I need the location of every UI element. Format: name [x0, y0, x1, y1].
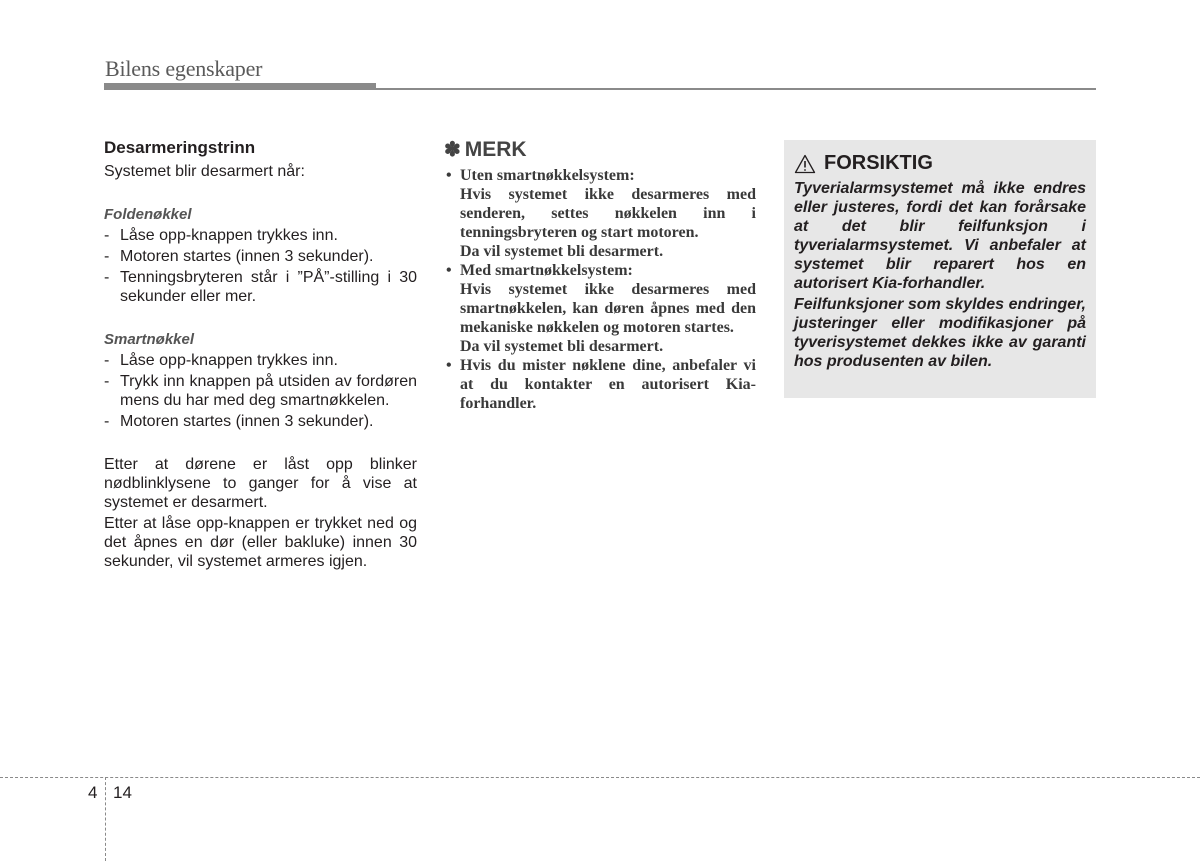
caution-paragraph: Tyverialarmsystemet må ikke endres eller justeres, fordi det kan forårsake at det blir feilfunksjon i tyverialarmsystemet. Vi anbefaler at systemet blir reparert hos en autorisert Kia-forhandler.: [794, 180, 1086, 292]
note-column: [444, 137, 756, 413]
list-item: - Låse opp-knappen trykkes inn.: [104, 351, 417, 370]
chapter-number: 4: [88, 783, 98, 802]
section-title-foldekey: Foldenøkkel: [104, 206, 192, 223]
header-rule: [104, 88, 1096, 90]
note-item-body: • Hvis du mister nøklene dine, anbefaler vi at du kontakter en autorisert Kia-forhandler.: [460, 357, 756, 412]
paragraph-hazard-blink: Etter at dørene er låst opp blinker nødblinklysene to ganger for å vise at systemet er desarmert.: [104, 456, 417, 511]
note-item-body: Hvis systemet ikke desarmeres med senderen, settes nøkkelen inn i tenningsbryteren og start motoren.: [460, 186, 756, 241]
page-number: 14: [113, 783, 132, 802]
caution-heading: [794, 152, 1086, 175]
left-column: [104, 138, 417, 573]
footer-divider: [105, 777, 106, 861]
disarm-heading: Desarmeringstrinn: [104, 138, 256, 157]
list-item: - Motoren startes (innen 3 sekunder).: [104, 247, 417, 266]
note-item: [444, 356, 756, 413]
note-list: [444, 166, 756, 413]
section-title: Bilens egenskaper: [105, 56, 263, 81]
section-title-smartkey: Smartnøkkel: [104, 331, 195, 348]
disarm-intro: Systemet blir desarmert når:: [104, 163, 305, 180]
list-item: - Tenningsbryteren står i ”PÅ”-stilling i 30 sekunder eller mer.: [104, 268, 417, 306]
note-item-tail: Da vil systemet bli desarmert.: [460, 338, 664, 355]
asterisk-icon: ✽: [444, 139, 461, 161]
note-item-lead: • Med smartnøkkelsystem:: [460, 262, 633, 279]
note-item: [444, 166, 756, 261]
note-item-body: Hvis systemet ikke desarmeres med smartnøkkelen, kan døren åpnes med den mekaniske nøkkelen og motoren startes.: [460, 281, 756, 336]
foldekey-list: [104, 226, 417, 306]
note-item: [444, 261, 756, 356]
list-item: - Låse opp-knappen trykkes inn.: [104, 226, 417, 245]
footer-rule: [0, 777, 1200, 778]
smartkey-list: [104, 351, 417, 431]
note-heading: [444, 137, 756, 162]
note-item-lead: • Uten smartnøkkelsystem:: [460, 167, 635, 184]
caution-paragraph: Feilfunksjoner som skyldes endringer, justeringer eller modifikasjoner på tyverisystemet dekkes ikke av garanti hos produsenten av bilen.: [794, 296, 1086, 370]
list-item: - Motoren startes (innen 3 sekunder).: [104, 412, 417, 431]
caution-box: [784, 140, 1096, 398]
caution-title: FORSIKTIG: [824, 152, 933, 174]
list-item: - Trykk inn knappen på utsiden av fordøren mens du har med deg smartnøkkelen.: [104, 372, 417, 410]
note-item-tail: Da vil systemet bli desarmert.: [460, 243, 664, 260]
note-title: MERK: [464, 137, 527, 161]
warning-triangle-icon: [794, 154, 816, 174]
paragraph-rearm: Etter at låse opp-knappen er trykket ned og det åpnes en dør (eller bakluke) innen 30 sekunder, vil systemet armeres igjen.: [104, 515, 417, 570]
